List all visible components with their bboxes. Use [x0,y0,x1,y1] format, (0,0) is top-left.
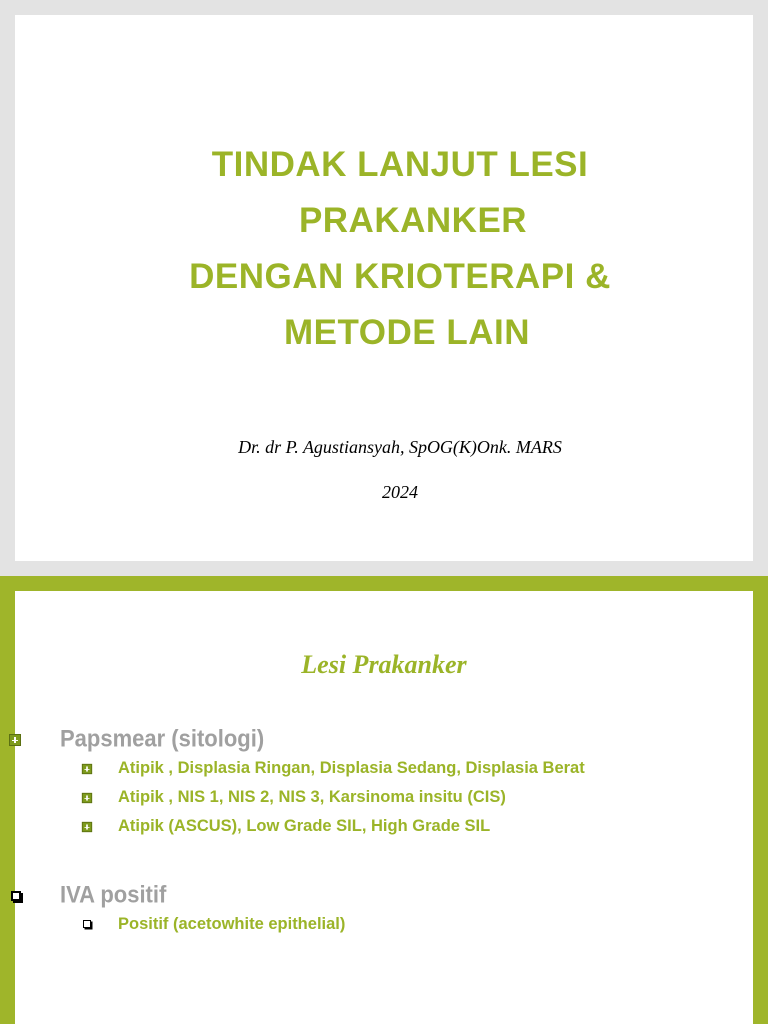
title-slide [15,15,753,561]
list-item-papsmear: Papsmear (sitologi) [60,724,265,752]
title-line: TINDAK LANJUT LESI [211,145,589,184]
content-slide [15,591,753,1024]
plus-square-icon [82,793,92,803]
plus-square-icon [82,764,92,774]
title-line: PRAKANKER [298,201,528,240]
sub-list-item: Positif (acetowhite epithelial) [118,915,346,933]
slide-title [15,137,768,361]
title-line: DENGAN KRIOTERAPI & [189,257,611,296]
content-slide-frame [0,576,768,1024]
hollow-square-icon [11,891,21,901]
author-name: Dr. dr P. Agustiansyah, SpOG(K)Onk. MARS [238,437,562,457]
sub-list-item: Atipik (ASCUS), Low Grade SIL, High Grade SIL [118,817,491,835]
slide-heading: Lesi Prakanker [301,650,467,679]
plus-square-icon [82,822,92,832]
sub-list-item: Atipik , Displasia Ringan, Displasia Sedang, Displasia Berat [118,759,585,777]
plus-square-icon [9,734,21,746]
list-item-iva: IVA positif [60,880,167,908]
sub-list-item: Atipik , NIS 1, NIS 2, NIS 3, Karsinoma insitu (CIS) [118,788,506,806]
hollow-square-icon [83,920,91,928]
presentation-year: 2024 [382,482,418,502]
title-line: METODE LAIN [284,313,530,352]
